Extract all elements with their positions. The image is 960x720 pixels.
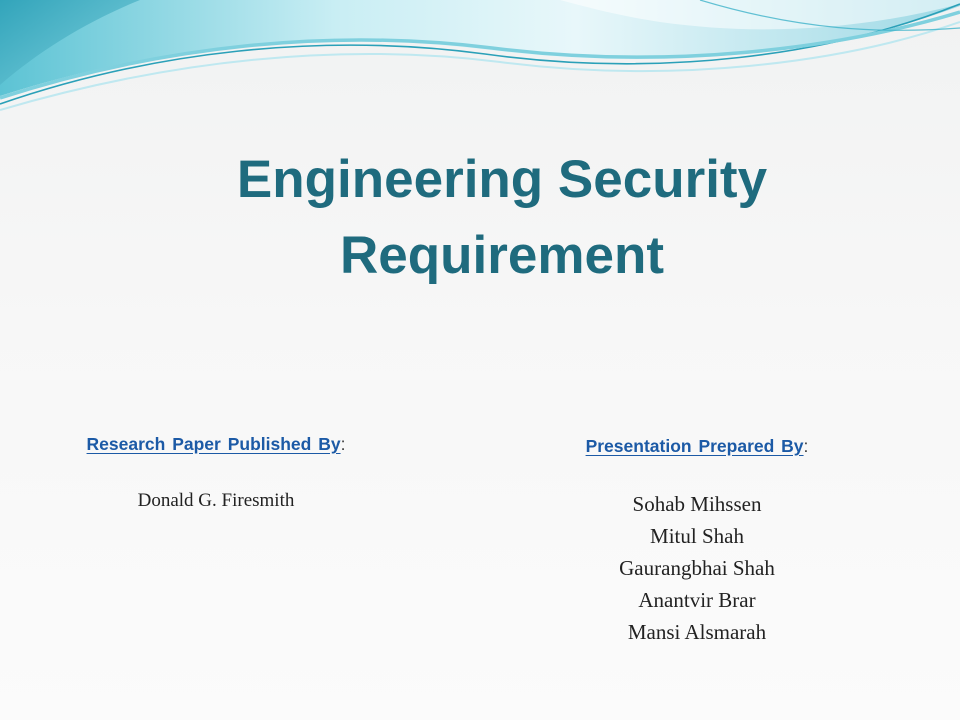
- presenter-name: Anantvir Brar: [638, 588, 756, 612]
- slide-title: [150, 142, 854, 294]
- research-paper-heading: [44, 432, 388, 456]
- slide-title-line-1: Engineering Security: [236, 150, 768, 209]
- research-paper-heading-colon: :: [340, 434, 346, 454]
- presenter-name: Gaurangbhai Shah: [619, 556, 775, 580]
- presentation-heading: [548, 434, 846, 458]
- presenter-name: Mitul Shah: [650, 524, 744, 548]
- author-list: [44, 488, 388, 514]
- presentation-credit: [548, 434, 846, 648]
- research-paper-heading-text: Research Paper Published By: [86, 434, 341, 454]
- wave-banner-icon: [0, 0, 960, 120]
- author-name: Donald G. Firesmith: [137, 490, 295, 511]
- presenter-name: Sohab Mihssen: [632, 492, 762, 516]
- presentation-heading-colon: :: [803, 436, 809, 456]
- research-paper-credit: [44, 432, 388, 514]
- presenter-name: Mansi Alsmarah: [627, 620, 767, 644]
- presenter-list: [548, 488, 846, 648]
- presentation-heading-text: Presentation Prepared By: [585, 436, 804, 456]
- slide-title-line-2: Requirement: [340, 226, 664, 285]
